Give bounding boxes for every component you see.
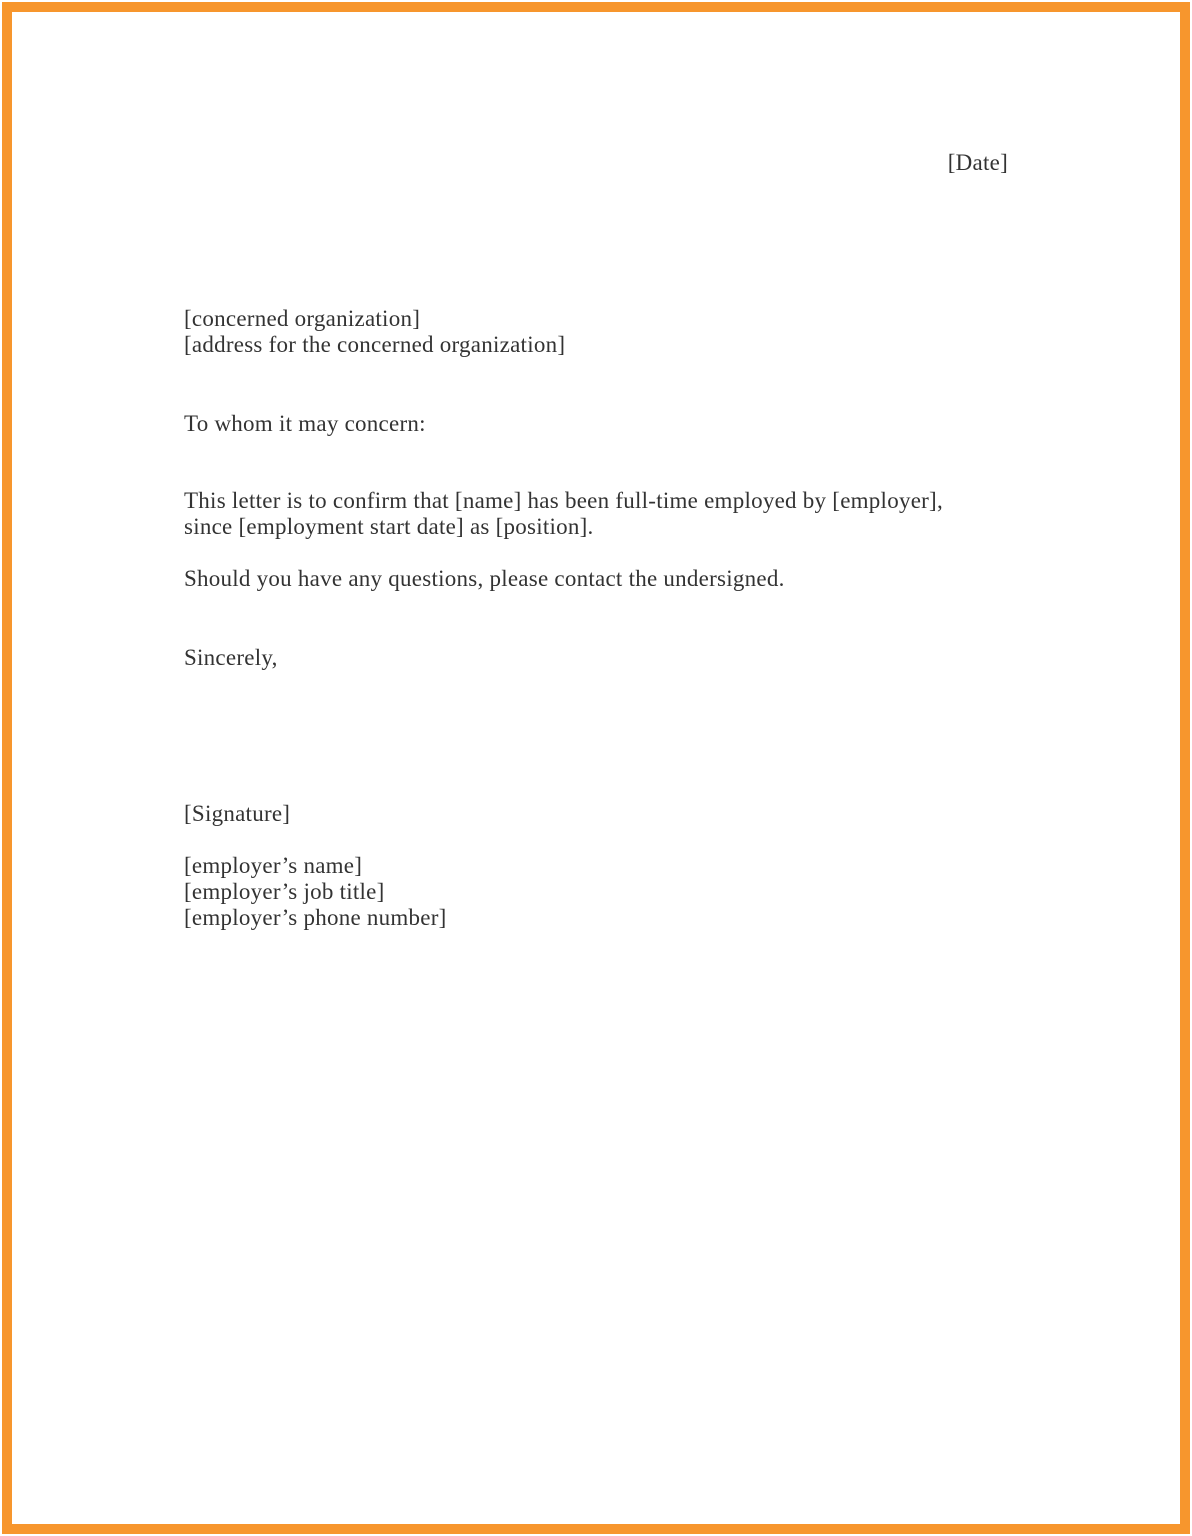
body-line-1: This letter is to confirm that [name] has been full-time employed by [employer], — [184, 488, 943, 513]
recipient-organization: [concerned organization] — [184, 306, 421, 331]
page-border — [2, 2, 1190, 1534]
date: [Date] — [947, 150, 1008, 175]
body-line-2: since [employment start date] as [position]. — [184, 514, 594, 539]
employer-job-title: [employer’s job title] — [184, 879, 385, 904]
employer-phone: [employer’s phone number] — [184, 905, 447, 930]
employer-name: [employer’s name] — [184, 853, 363, 878]
closing: Sincerely, — [184, 645, 278, 670]
recipient-address: [address for the concerned organization] — [184, 332, 566, 357]
signature: [Signature] — [184, 801, 291, 826]
body-line-3: Should you have any questions, please contact the undersigned. — [184, 566, 785, 591]
salutation: To whom it may concern: — [184, 411, 426, 436]
